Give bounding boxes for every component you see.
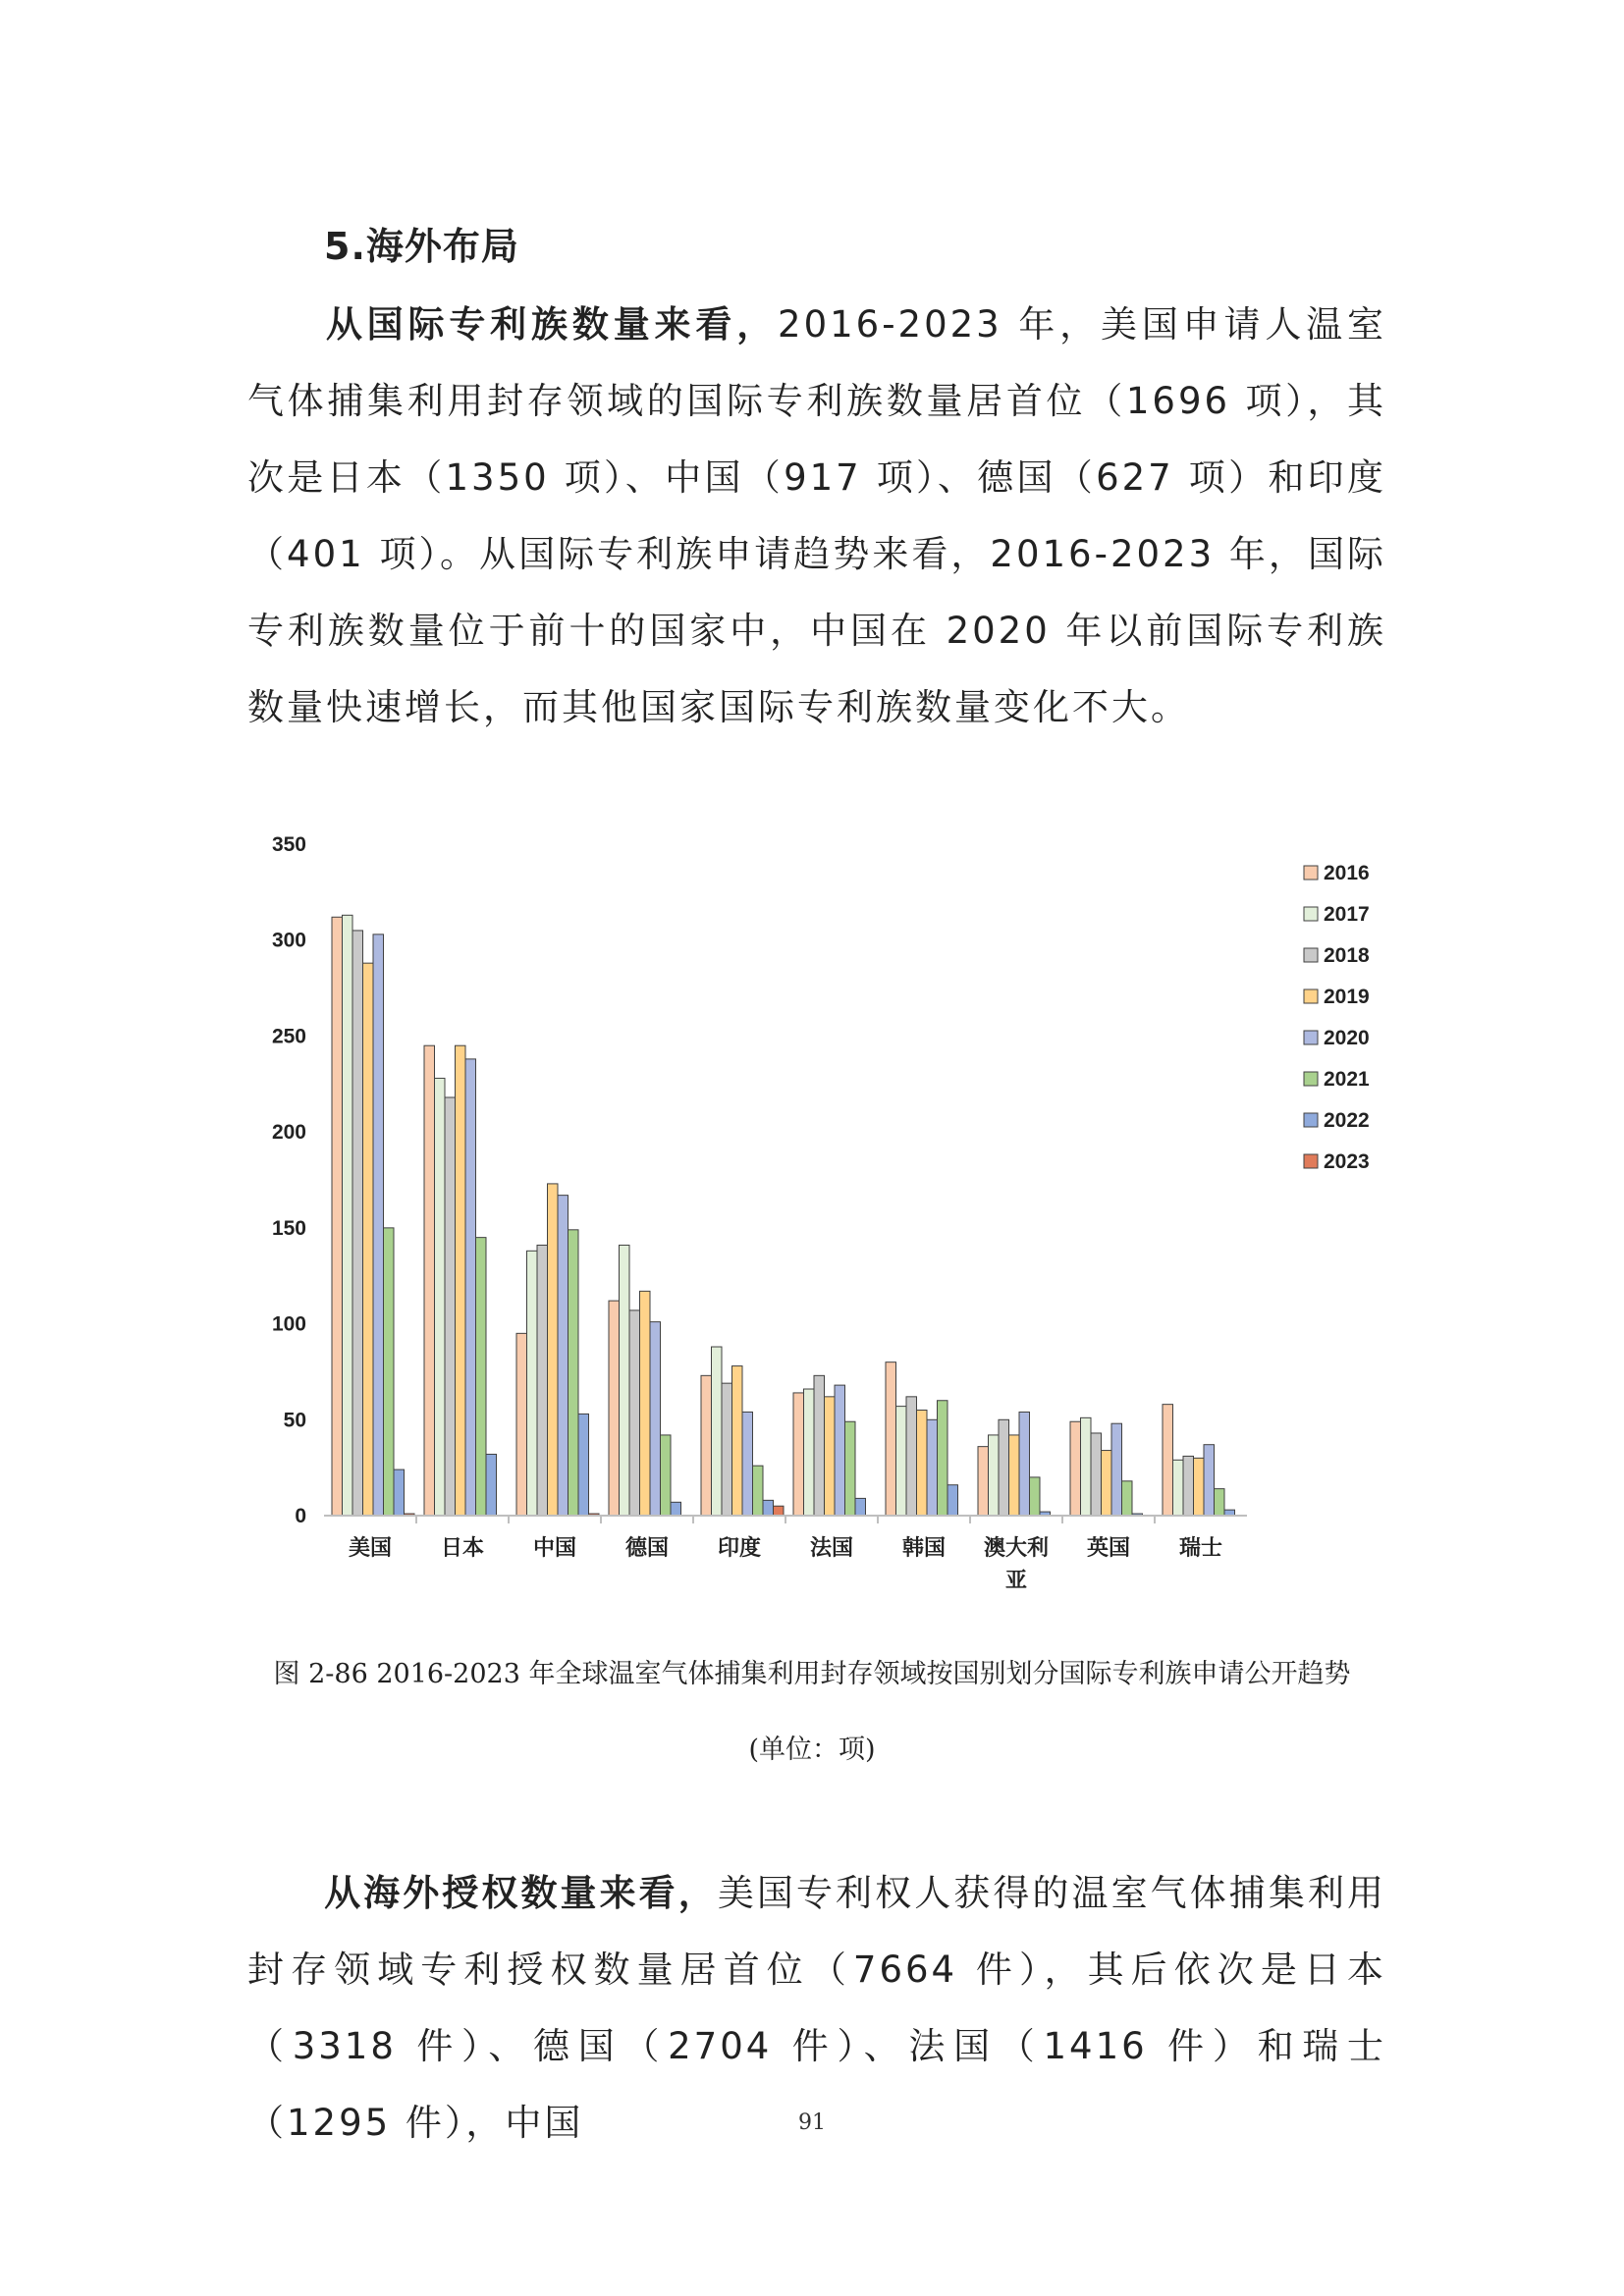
bar-2017: [804, 1389, 815, 1516]
paragraph-lead: 从国际专利族数量来看，: [324, 303, 779, 346]
bar-2022: [855, 1498, 866, 1516]
bar-2020: [650, 1322, 661, 1516]
bar-2018: [999, 1419, 1009, 1516]
bar-2021: [753, 1466, 764, 1516]
bar-2017: [712, 1347, 723, 1516]
y-tick-label: 350: [271, 833, 306, 856]
bar-2020: [1019, 1412, 1030, 1516]
legend-label: 2017: [1324, 903, 1370, 926]
bar-2021: [938, 1401, 948, 1516]
bar-2018: [537, 1245, 548, 1516]
legend-swatch-2022: [1304, 1113, 1318, 1127]
bar-2018: [629, 1310, 640, 1516]
bar-2022: [947, 1485, 958, 1516]
y-tick-label: 100: [271, 1312, 306, 1336]
legend-label: 2016: [1324, 862, 1370, 884]
bar-2020: [927, 1419, 938, 1516]
bar-2016: [424, 1045, 435, 1516]
bar-2022: [578, 1414, 589, 1516]
paragraph-international-families: [247, 287, 1386, 746]
bar-2019: [1102, 1451, 1112, 1516]
bar-2021: [384, 1228, 395, 1516]
figure-caption: 图 2-86 2016-2023 年全球温室气体捕集利用封存领域按国别划分国际专利族申请公开趋势: [273, 1659, 1351, 1689]
bar-2016: [793, 1393, 804, 1516]
legend-label: 2020: [1324, 1027, 1370, 1049]
bar-2017: [1081, 1417, 1092, 1516]
bar-2020: [558, 1196, 568, 1516]
bar-2017: [527, 1251, 538, 1516]
bar-2019: [1009, 1435, 1020, 1516]
bar-2016: [609, 1301, 620, 1516]
y-tick-label: 50: [283, 1409, 306, 1432]
x-axis: [324, 1516, 1247, 1593]
bar-2021: [1122, 1481, 1133, 1516]
bar-2021: [568, 1230, 579, 1516]
bar-2019: [917, 1411, 928, 1516]
bar-2019: [825, 1397, 836, 1516]
legend-swatch-2016: [1304, 866, 1318, 880]
bar-2018: [445, 1097, 456, 1516]
bar-2022: [394, 1469, 405, 1516]
bar-2021: [1215, 1489, 1225, 1516]
bar-2019: [732, 1366, 743, 1516]
bar-2016: [332, 917, 343, 1516]
bar-series-group: [332, 915, 1235, 1516]
bar-2016: [701, 1375, 712, 1516]
legend-swatch-2023: [1304, 1154, 1318, 1168]
legend-swatch-2021: [1304, 1072, 1318, 1086]
legend-label: 2023: [1324, 1150, 1370, 1173]
bar-2017: [343, 915, 353, 1516]
bar-2017: [989, 1435, 1000, 1516]
x-tick-label: 韩国: [901, 1536, 947, 1561]
x-tick-label: 法国: [809, 1536, 854, 1561]
y-axis: [272, 833, 306, 1527]
y-tick-label: 150: [271, 1216, 306, 1240]
y-tick-label: 200: [271, 1121, 306, 1145]
bar-2021: [476, 1238, 487, 1516]
bar-2022: [486, 1454, 497, 1516]
legend-swatch-2019: [1304, 989, 1318, 1003]
bar-2020: [373, 934, 384, 1516]
legend-swatch-2018: [1304, 948, 1318, 962]
x-tick-label: 澳大利亚: [983, 1536, 1050, 1593]
bar-2020: [742, 1412, 753, 1516]
bar-2016: [978, 1447, 989, 1516]
bar-2016: [886, 1362, 896, 1516]
legend-label: 2019: [1324, 986, 1370, 1008]
paragraph-lead: 从海外授权数量来看，: [324, 1872, 718, 1914]
paragraph-body: 美国专利权人获得的温室气体捕集利用封存领域专利授权数量居首位（7664 件），其后依次是日本（3318 件）、德国（2704 件）、法国（1416 件）和瑞士（1295 件），中国: [247, 1872, 1387, 2144]
legend-label: 2018: [1324, 944, 1370, 967]
x-tick-label: 瑞士: [1178, 1536, 1223, 1561]
x-tick-label: 英国: [1086, 1536, 1131, 1561]
paragraph-body: 2016-2023 年，美国申请人温室气体捕集利用封存领域的国际专利族数量居首位（1696 项），其次是日本（1350 项）、中国（917 项）、德国（627 项）和印度（401 项）。从国际专利族申请趋势来看，2016-2023 年，国际专利族数量位于前十的国家中，中国在 2020 年以前国际专利族数量快速增长，而其他国家国际专利族数量变化不大。: [247, 303, 1387, 728]
bar-2023: [774, 1506, 785, 1516]
bar-2017: [435, 1078, 446, 1516]
bar-2021: [661, 1435, 672, 1516]
figure-unit: (单位：项): [748, 1735, 876, 1765]
x-tick-label: 印度: [717, 1536, 762, 1561]
bar-2020: [1204, 1445, 1215, 1516]
bar-2020: [1111, 1423, 1122, 1516]
bar-2022: [671, 1502, 681, 1516]
x-tick-label: 美国: [348, 1536, 393, 1561]
bar-2019: [363, 963, 374, 1516]
y-tick-label: 300: [271, 929, 306, 952]
bar-2022: [763, 1500, 774, 1516]
legend-swatch-2017: [1304, 907, 1318, 921]
bar-2016: [1163, 1405, 1173, 1516]
legend-swatch-2020: [1304, 1031, 1318, 1044]
bar-2016: [516, 1333, 527, 1516]
bar-2017: [620, 1245, 630, 1516]
bar-2019: [456, 1045, 466, 1516]
y-tick-label: 0: [295, 1505, 306, 1527]
bar-2018: [1091, 1433, 1102, 1516]
bar-chart: [245, 815, 1394, 1639]
bar-2019: [640, 1291, 651, 1516]
x-tick-label: 中国: [532, 1536, 577, 1561]
legend: [1304, 862, 1370, 1173]
bar-2018: [352, 931, 363, 1516]
bar-2018: [906, 1397, 917, 1516]
section-heading: 5.海外布局: [324, 225, 519, 268]
x-tick-label: 德国: [624, 1536, 670, 1561]
bar-2018: [722, 1383, 732, 1516]
bar-2021: [1030, 1477, 1041, 1516]
page-number: 91: [798, 2110, 826, 2135]
bar-2019: [548, 1184, 559, 1516]
bar-2016: [1070, 1421, 1081, 1516]
bar-2017: [896, 1407, 907, 1516]
bar-2019: [1194, 1458, 1205, 1516]
legend-label: 2022: [1324, 1109, 1370, 1132]
x-tick-label: 日本: [440, 1536, 485, 1561]
y-tick-label: 250: [271, 1025, 306, 1048]
bar-2020: [465, 1059, 476, 1516]
bar-2020: [835, 1385, 845, 1516]
bar-2017: [1173, 1460, 1184, 1516]
bar-2018: [1183, 1456, 1194, 1516]
legend-label: 2021: [1324, 1068, 1370, 1091]
bar-2021: [845, 1421, 856, 1516]
bar-2018: [814, 1375, 825, 1516]
